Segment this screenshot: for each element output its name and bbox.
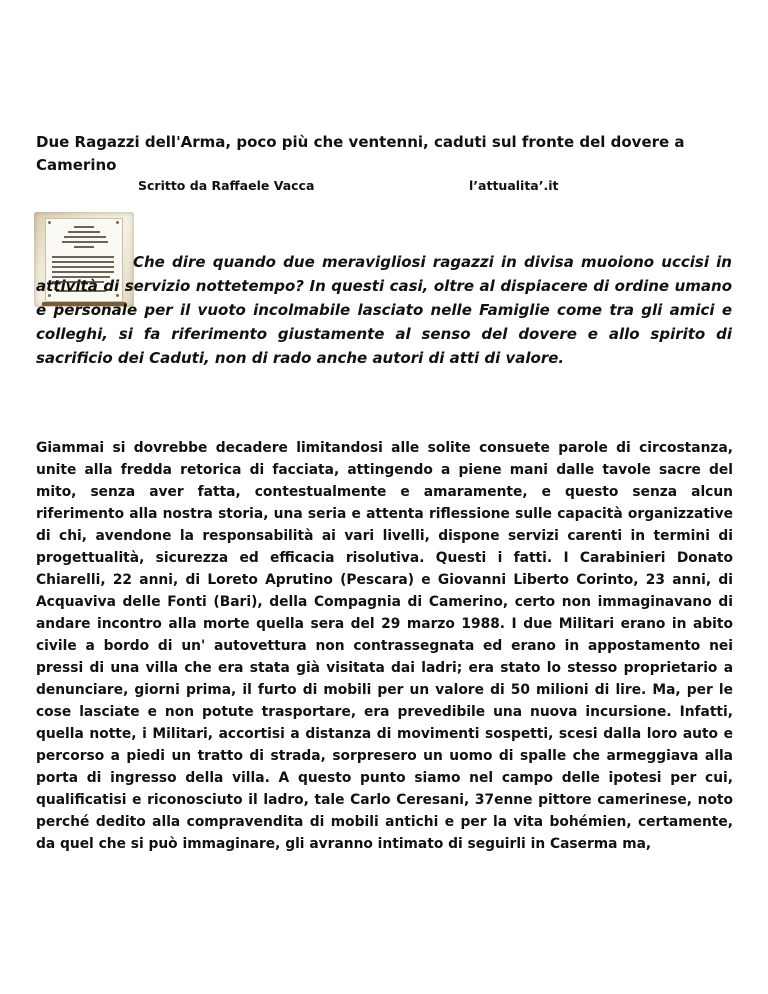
article-title: Due Ragazzi dell'Arma, poco più che ventenni, caduti sul fronte del dovere a Camerino: [36, 133, 685, 174]
article-body: Giammai si dovrebbe decadere limitandosi alle solite consuete parole di circostanza, unite alla fredda retorica di facciata, attingendo a piene mani dalle tavole sacre del mito, senza aver fatta, contestualmente e amaramente, e questo senza alcun riferimento alla nostra storia, una seria e attenta riflessione sulle capacità organizzative di chi, avendone la responsabilità ai vari livelli, dispone servizi carenti in termini di progettualità, sicurezza ed efficacia risolutiva. Questi i fatti. I Carabinieri Donato Chiarelli, 22 anni, di Loreto Aprutino (Pescara) e Giovanni Liberto Corinto, 23 anni, di Acquaviva delle Fonti (Bari), della Compagnia di Camerino, certo non immaginavano di andare incontro alla morte quella sera del 29 marzo 1988. I due Militari erano in abito civile a bordo di un' autovettura non contrassegnata ed erano in appostamento nei pressi di una villa che era stata già visitata dai ladri; era stato lo stesso proprietario a denunciare, giorni prima, il furto di mobili per un valore di 50 milioni di lire. Ma, per le cose lasciate e non potute trasportare, era prevedibile una nuova incursione. Infatti, quella notte, i Militari, accortisi a distanza di movimenti sospetti, scesi dalla loro auto e percorso a piedi un tratto di strada, sorpresero un uomo di spalle che armeggiava alla porta di ingresso della villa. A questo punto siamo nel campo delle ipotesi per cui, qualificatisi e riconosciuto il ladro, tale Carlo Ceresani, 37enne pittore camerinese, noto perché dedito alla compravendita di mobili antichi e per la vita bohémien, certamente, da quel che si può immaginare, gli avranno intimato di seguirli in Caserma ma,: [36, 440, 733, 852]
source-byline: l’attualita’.it: [469, 178, 559, 193]
author-byline: Scritto da Raffaele Vacca: [138, 178, 315, 193]
article-lead: Che dire quando due meravigliosi ragazzi in divisa muoiono uccisi in attività di servizio nottetempo? In questi casi, oltre al dispiacere di ordine umano e personale per il vuoto incolmabile lasciato nelle Famiglie come tra gli amici e colleghi, si fa riferimento giustamente al senso del dovere e allo spirito di sacrificio dei Caduti, non di rado anche autori di atti di valore.: [36, 253, 732, 367]
